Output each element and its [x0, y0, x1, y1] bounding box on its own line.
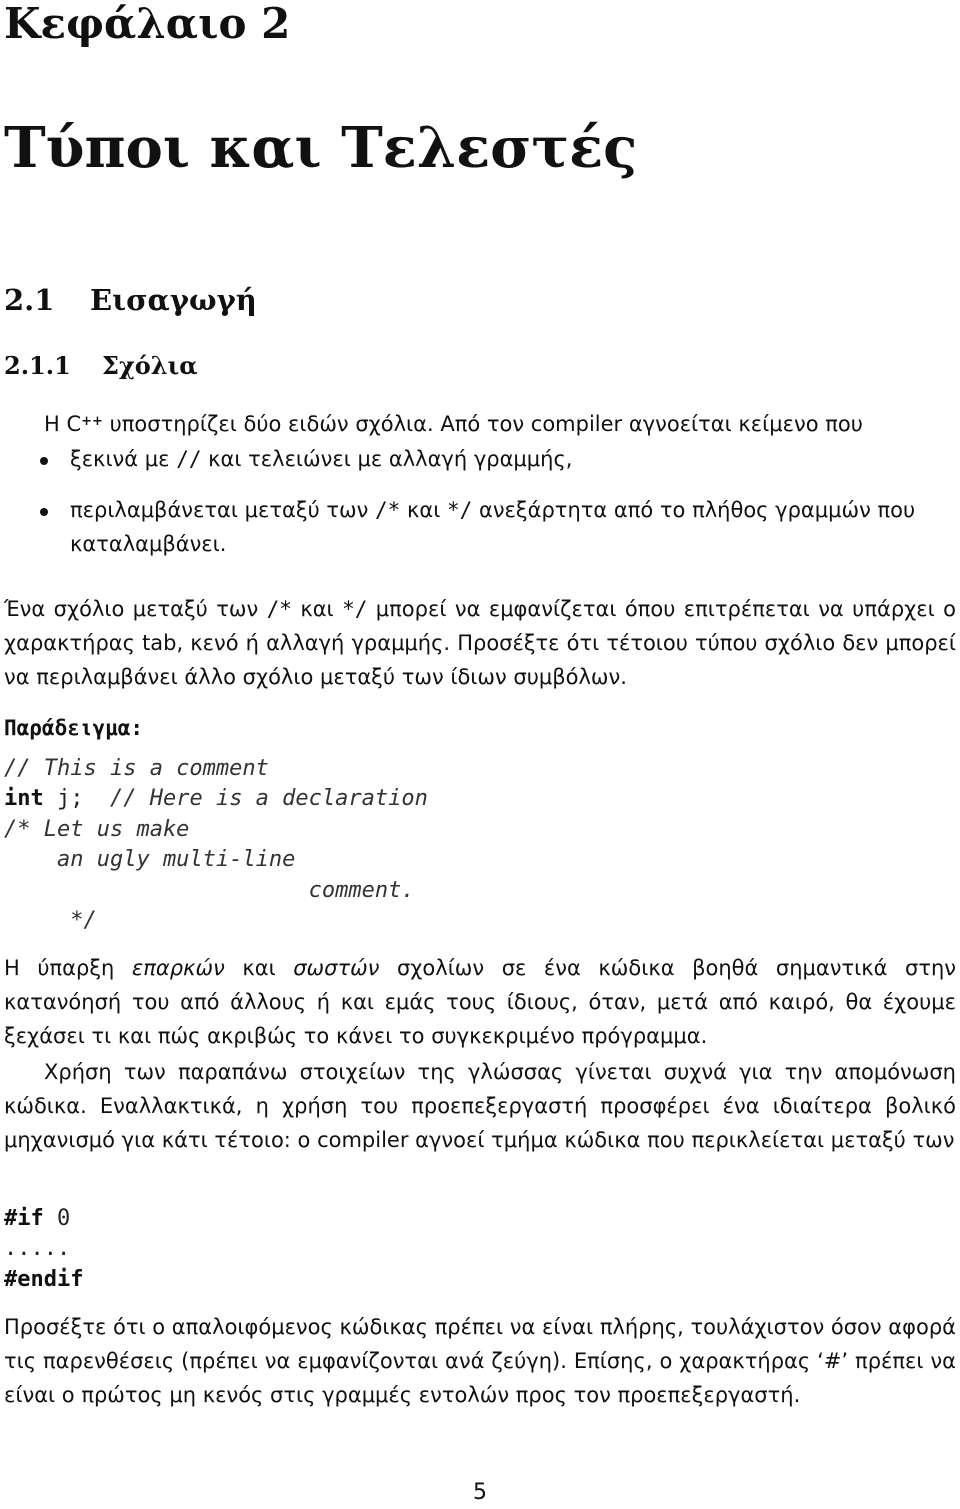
- inline-code: /*: [266, 597, 292, 621]
- code-line: 0: [43, 1206, 71, 1231]
- code-line: comment.: [4, 877, 415, 903]
- emphasis-text: επαρκών: [131, 956, 225, 980]
- intro-text-end: υποστηρίζει δύο ειδών σχόλια. Από τον compiler αγνοείται κείμενο που: [102, 412, 863, 436]
- bullet-text: και: [400, 498, 448, 522]
- bullet-code: */: [447, 498, 473, 522]
- bullet-icon: [40, 457, 48, 465]
- subsection-title: Σχόλια: [102, 351, 198, 380]
- paragraph-preprocessor-note: Προσέξτε ότι ο απαλοιφόμενος κώδικας πρέπει να είναι πλήρης, τουλάχιστον όσον αφορά τις παρενθέσεις (πρέπει να εμφανίζονται ανά ζεύγη). Επίσης, ο χαρακτήρας ‘#’ πρέπει να είναι ο πρώτος μη κενός στις γραμμές εντολών προς τον προεπεξεργαστή.: [4, 1315, 956, 1407]
- chapter-title: Τύποι και Τελεστές: [4, 115, 638, 181]
- code-example-comments: [4, 754, 428, 936]
- subsection-heading: [4, 351, 198, 381]
- paragraph-text: και: [291, 597, 343, 621]
- code-keyword: int: [4, 786, 44, 812]
- bullet-text: ανεξάρτητα από το πλήθος γραμμών που καταλαμβάνει.: [70, 498, 916, 556]
- bullet-text: και τελειώνει με αλλαγή γραμμής,: [201, 447, 573, 471]
- bullet-code: //: [176, 447, 202, 471]
- list-item: [40, 442, 956, 476]
- code-line: an ugly multi-line: [4, 847, 296, 873]
- paragraph-comment-placement: [4, 592, 956, 694]
- paragraph-text: Η ύπαρξη: [4, 956, 132, 980]
- intro-paragraph: [44, 405, 956, 441]
- code-keyword: #if: [4, 1206, 44, 1231]
- bullet-icon: [40, 508, 48, 516]
- code-line: .....: [4, 1236, 71, 1262]
- bullet-text: περιλαμβάνεται μεταξύ των: [70, 498, 376, 522]
- page-number: 5: [473, 1480, 487, 1505]
- paragraph-text: μπορεί να εμφανίζεται όπου επιτρέπεται να υπάρχει ο χαρακτήρας tab, κενό ή αλλαγή γραμμής. Προσέξτε ότι τέτοιου τύπου σχόλιο δεν μπορεί να περιλαμβάνει άλλο σχόλιο μεταξύ των ίδιων συμβόλων.: [4, 597, 957, 689]
- code-line: j;: [43, 786, 110, 812]
- example-label: Παράδειγμα:: [4, 716, 144, 740]
- list-item: [40, 493, 956, 561]
- section-title: Εισαγωγή: [90, 283, 257, 317]
- section-number: 2.1: [4, 283, 55, 317]
- code-example-preprocessor: [4, 1204, 83, 1295]
- emphasis-text: σωστών: [293, 956, 380, 980]
- paragraph-text: και: [224, 956, 294, 980]
- paragraph-code-isolation: Χρήση των παραπάνω στοιχείων της γλώσσας γίνεται συχνά για την απομόνωση κώδικα. Εναλλακτικά, η χρήση του προεπεξεργαστή προσφέρει ένα ιδιαίτερα βολικό μηχανισμό για κάτι τέτοιο: ο compiler αγνοεί τμήμα κώδικα που περικλείεται μεταξύ των: [4, 1060, 956, 1152]
- intro-text-start: Η C: [44, 412, 82, 436]
- bullet-text: ξεκινά με: [70, 447, 177, 471]
- section-heading: [4, 282, 257, 318]
- paragraph-text: Ένα σχόλιο μεταξύ των: [4, 597, 267, 621]
- cpp-plus-superscript: ++: [81, 414, 103, 429]
- bullet-code: /*: [375, 498, 401, 522]
- chapter-label: Κεφάλαιο 2: [4, 0, 291, 48]
- code-comment: // Here is a declaration: [109, 786, 428, 812]
- paragraph-text: σχολίων σε ένα κώδικα βοηθά σημαντικά στην κατανόησή του από άλλους ή και εμάς τους ίδιους, όταν, μετά από καιρό, θα έχουμε ξεχάσει τι και πώς ακριβώς το κάνει το συγκεκριμένο πρόγραμμα.: [4, 956, 956, 1048]
- bullet-list: [40, 442, 956, 561]
- code-line: /* Let us make: [4, 816, 190, 842]
- subsection-number: 2.1.1: [4, 351, 71, 380]
- code-line: */: [4, 908, 97, 934]
- inline-code: */: [342, 597, 368, 621]
- paragraph-comment-importance: [4, 951, 956, 1053]
- code-line: // This is a comment: [4, 756, 269, 781]
- code-keyword: #endif: [4, 1266, 84, 1292]
